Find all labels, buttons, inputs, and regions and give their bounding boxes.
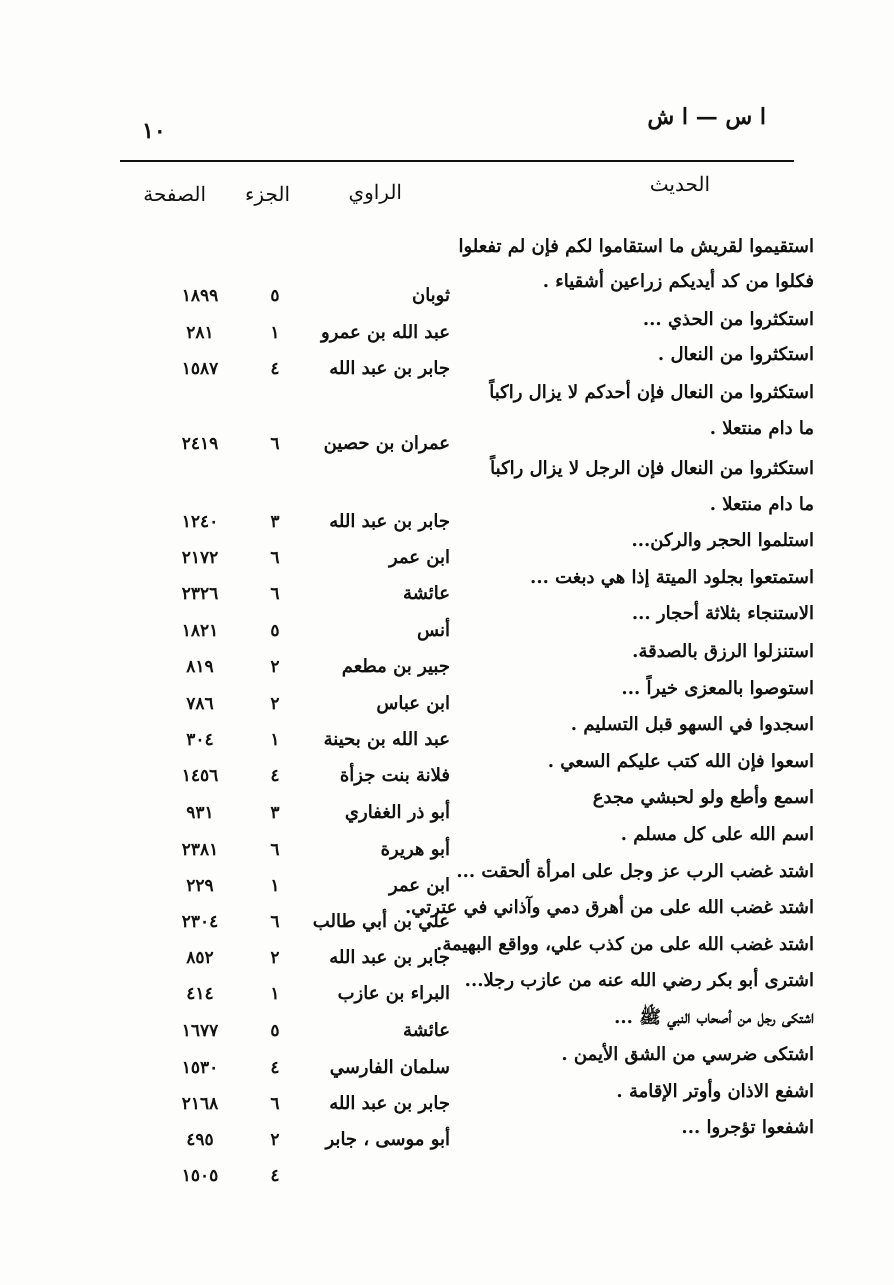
hadith-line: الاستنجاء بثلاثة أحجار ... (631, 603, 814, 624)
page-cell: ١٥٠٥ (181, 1166, 219, 1186)
rawi-cell: ثوبان (411, 285, 450, 306)
rawi-cell: جابر بن عبد الله (329, 947, 450, 968)
hadith-line: استوصوا بالمعزى خيراً ... (621, 678, 814, 699)
hadith-line: اسعوا فإن الله كتب عليكم السعي . (547, 751, 814, 772)
juz-cell: ٥ (270, 1021, 280, 1041)
rawi-cell: فلانة بنت جزأة (339, 765, 450, 786)
narrator-row (130, 1088, 450, 1120)
hadith-line: فكلوا من كد أيديكم زراعين أشقياء . (542, 271, 814, 292)
hadith-line: اشتد غضب الرب عز وجل على امرأة ألحقت ... (456, 861, 814, 882)
hadith-line: ما دام منتعلا . (709, 494, 814, 515)
page-cell: ٧٨٦ (186, 694, 214, 714)
rawi-cell: أبو موسى ، جابر (325, 1129, 450, 1150)
narrator-row (130, 760, 450, 792)
rawi-cell: سلمان الفارسي (329, 1057, 450, 1078)
page-cell: ٢٨١ (186, 323, 214, 343)
column-header-hadith: الحديث (649, 172, 710, 196)
narrator-row (130, 724, 450, 756)
hadith-line: اشفع الاذان وأوتر الإقامة . (616, 1081, 814, 1102)
juz-cell: ١ (270, 323, 280, 343)
narrator-row (130, 317, 450, 349)
narrator-row (130, 353, 450, 385)
juz-cell: ٣ (270, 803, 280, 823)
page-cell: ٩٣١ (186, 803, 214, 823)
hadith-line: اشتكى ضرسي من الشق الأيمن . (561, 1044, 814, 1065)
rawi-cell: علي بن أبي طالب (312, 911, 450, 932)
hadith-line: اسم الله على كل مسلم . (620, 824, 814, 845)
juz-cell: ٦ (270, 434, 280, 454)
rawi-cell: أبو هريرة (380, 839, 450, 860)
juz-cell: ١ (270, 984, 280, 1004)
hadith-line: استكثروا من الحذي ... (642, 309, 814, 330)
page-cell: ١٥٣٠ (181, 1058, 219, 1078)
page-cell: ١٨٩٩ (181, 286, 219, 306)
column-header-rawi: الراوي (348, 180, 402, 204)
page-cell: ٤١٤ (186, 984, 214, 1004)
narrator-row (130, 1124, 450, 1156)
page-cell: ٤٩٥ (186, 1130, 214, 1150)
narrator-row (130, 578, 450, 610)
rawi-cell: البراء بن عازب (337, 983, 450, 1004)
juz-cell: ٦ (270, 912, 280, 932)
rawi-cell: عبد الله بن عمرو (321, 322, 450, 343)
rawi-cell: أنس (417, 620, 450, 641)
juz-cell: ٦ (270, 840, 280, 860)
juz-cell: ١ (270, 730, 280, 750)
hadith-line: استمتعوا بجلود الميتة إذا هي دبغت ... (530, 567, 814, 588)
rawi-cell: عمران بن حصين (323, 433, 450, 454)
narrator-row (130, 797, 450, 829)
rawi-cell: ابن عمر (388, 875, 450, 896)
rawi-cell: جابر بن عبد الله (329, 358, 450, 379)
hadith-line: اشفعوا تؤجروا ... (681, 1117, 814, 1138)
narrator-row (130, 978, 450, 1010)
juz-cell: ٤ (270, 1058, 280, 1078)
page-number: ١٠ (142, 118, 166, 144)
narrator-row (130, 651, 450, 683)
hadith-line: اسجدوا في السهو قبل التسليم . (570, 714, 814, 735)
juz-cell: ٦ (270, 548, 280, 568)
narrator-row (130, 906, 450, 938)
running-head: ا س — ا ش (647, 104, 766, 130)
page-cell: ٢٣٢٦ (181, 584, 219, 604)
juz-cell: ٢ (270, 1130, 280, 1150)
rawi-cell: جابر بن عبد الله (329, 1093, 450, 1114)
page-cell: ٨١٩ (186, 657, 214, 677)
narrator-row (130, 506, 450, 538)
juz-cell: ٤ (270, 1166, 280, 1186)
page-cell: ١٦٧٧ (181, 1021, 219, 1041)
page-cell: ٢٤١٩ (181, 434, 219, 454)
juz-cell: ٢ (270, 948, 280, 968)
page-cell: ٢٢٩ (186, 876, 214, 896)
rawi-cell: ابن عمر (388, 547, 450, 568)
page-cell: ٣٠٤ (186, 730, 214, 750)
hadith-line: ما دام منتعلا . (709, 418, 814, 439)
hadith-line: استقيموا لقريش ما استقاموا لكم فإن لم تفعلوا (458, 236, 814, 257)
hadith-line: استنزلوا الرزق بالصدقة. (632, 641, 814, 662)
rawi-cell: جبير بن مطعم (341, 656, 450, 677)
page-cell: ٢١٧٢ (181, 548, 219, 568)
page-cell: ٢٣٠٤ (181, 912, 219, 932)
rawi-cell: عائشة (403, 583, 450, 604)
juz-cell: ٤ (270, 359, 280, 379)
header-rule (120, 160, 794, 162)
hadith-line: اشتكى رجل من أصحاب النبي ﷺ ... (614, 1007, 814, 1028)
juz-cell: ٦ (270, 584, 280, 604)
hadith-line: استكثروا من النعال . (657, 344, 814, 365)
juz-cell: ٥ (270, 621, 280, 641)
rawi-cell: ابن عباس (376, 693, 450, 714)
narrator-row (130, 615, 450, 647)
column-header-juz: الجزء (245, 182, 290, 206)
narrator-row (130, 834, 450, 866)
narrator-row (130, 870, 450, 902)
hadith-line: استكثروا من النعال فإن الرجل لا يزال راكباً (490, 458, 814, 479)
juz-cell: ٣ (270, 512, 280, 532)
hadith-line: اشترى أبو بكر رضي الله عنه من عازب رجلا... (464, 970, 814, 991)
juz-cell: ٦ (270, 1094, 280, 1114)
page-cell: ٢٣٨١ (181, 840, 219, 860)
column-header-page: الصفحة (143, 182, 206, 206)
rawi-cell: جابر بن عبد الله (329, 511, 450, 532)
narrator-row (130, 280, 450, 312)
narrator-row (130, 942, 450, 974)
page-cell: ١٨٢١ (181, 621, 219, 641)
narrator-row (130, 1052, 450, 1084)
hadith-line: اشتد غضب الله على من كذب علي، وواقع البهيمة. (436, 934, 814, 955)
page-cell: ١٤٥٦ (181, 766, 219, 786)
narrator-row (130, 428, 450, 460)
juz-cell: ٢ (270, 657, 280, 677)
page-cell: ٨٥٢ (186, 948, 214, 968)
rawi-cell: عائشة (403, 1020, 450, 1041)
juz-cell: ٢ (270, 694, 280, 714)
narrator-row (130, 542, 450, 574)
page-cell: ١٢٤٠ (181, 512, 219, 532)
hadith-line: استلموا الحجر والركن... (631, 530, 814, 551)
hadith-line: اسمع وأطع ولو لحبشي مجدع (592, 787, 814, 808)
narrator-row (130, 1015, 450, 1047)
narrator-row (130, 688, 450, 720)
hadith-line: استكثروا من النعال فإن أحدكم لا يزال راكباً (489, 382, 814, 403)
rawi-cell: أبو ذر الغفاري (344, 802, 450, 823)
juz-cell: ٤ (270, 766, 280, 786)
rawi-cell: عبد الله بن بحينة (323, 729, 450, 750)
page-cell: ١٥٨٧ (181, 359, 219, 379)
hadith-line: اشتد غضب الله على من أهرق دمي وآذاني في عترتي. (405, 897, 814, 918)
juz-cell: ٥ (270, 286, 280, 306)
juz-cell: ١ (270, 876, 280, 896)
page-cell: ٢١٦٨ (181, 1094, 219, 1114)
narrator-row (130, 1160, 450, 1192)
